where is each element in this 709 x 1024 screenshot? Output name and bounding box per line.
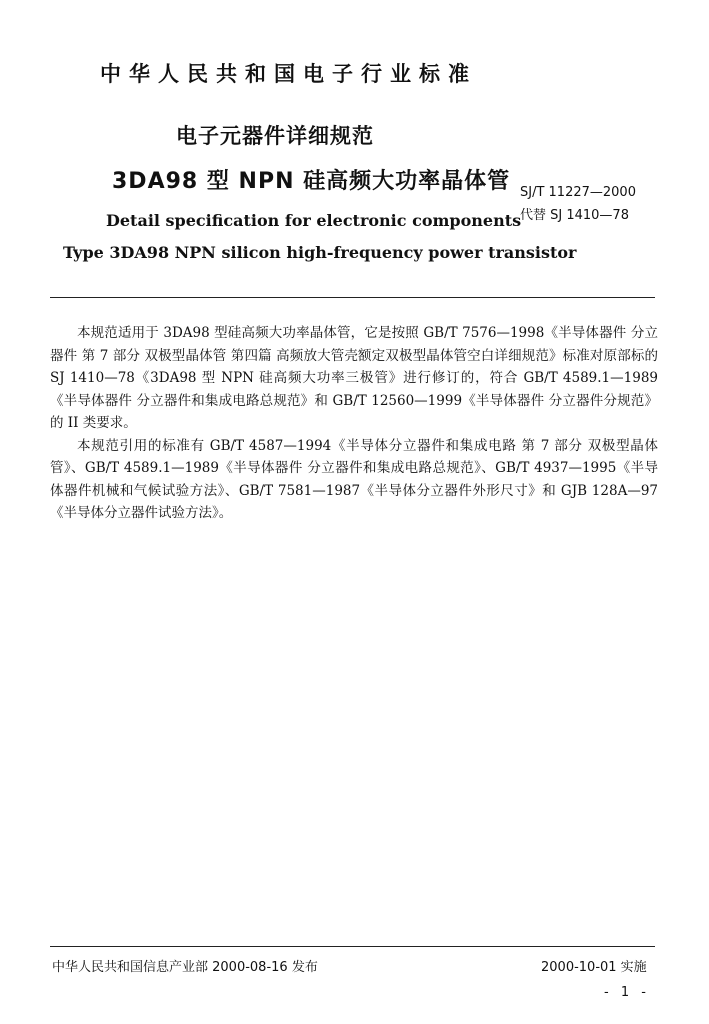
implementation-date: 2000-10-01 实施 bbox=[541, 960, 647, 975]
replaces-standard: 代替 SJ 1410—78 bbox=[520, 208, 629, 223]
page-number: - 1 - bbox=[604, 985, 650, 1000]
title-english-line-1: Detail specification for electronic components bbox=[106, 211, 522, 230]
standard-code-block bbox=[520, 181, 636, 227]
paragraph-scope: 本规范适用于 3DA98 型硅高频大功率晶体管，它是按照 GB/T 7576—1998《半导体器件 分立器件 第 7 部分 双极型晶体管 第四篇 高频放大管壳额定双极型晶体管空白详细规范》标准对原部标的 SJ 1410—78《3DA98 型 NPN 硅高频大功率三极管》进行修订的，符合 GB/T 4589.1—1989《半导体器件 分立器件和集成电路总规范》和 GB/T 12560—1999《半导体器件 分立器件分规范》的 II 类要求。 bbox=[50, 325, 658, 431]
body-text bbox=[50, 322, 658, 525]
issue-date: 中华人民共和国信息产业部 2000-08-16 发布 bbox=[52, 960, 318, 975]
standard-number: SJ/T 11227—2000 bbox=[520, 185, 636, 200]
title-chinese-line-1: 电子元器件详细规范 bbox=[176, 124, 374, 148]
title-english-line-2: Type 3DA98 NPN silicon high-frequency power transistor bbox=[63, 243, 577, 262]
header-divider bbox=[50, 297, 655, 298]
paragraph-references: 本规范引用的标准有 GB/T 4587—1994《半导体分立器件和集成电路 第 7 部分 双极型晶体管》、GB/T 4589.1—1989《半导体器件 分立器件和集成电路总规范》、GB/T 4937—1995《半导体器件机械和气候试验方法》、GB/T 7581—1987《半导体分立器件外形尺寸》和 GJB 128A—97《半导体分立器件试验方法》。 bbox=[50, 437, 658, 521]
title-chinese-line-2: 3DA98 型 NPN 硅高频大功率晶体管 bbox=[112, 169, 511, 194]
standard-category-header: 中华人民共和国电子行业标准 bbox=[100, 62, 477, 86]
footer-divider bbox=[50, 946, 655, 947]
